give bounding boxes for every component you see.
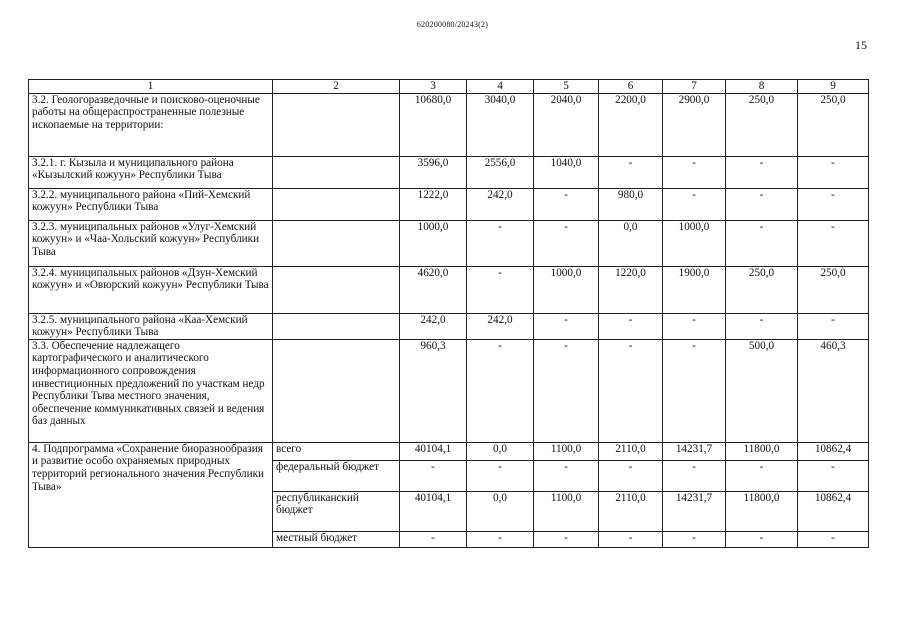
budget-table	[28, 79, 869, 548]
value-cell: -	[599, 156, 663, 188]
row-description: 3.2.5. муниципального района «Каа-Хемский кожуун» Республики Тыва	[29, 313, 273, 339]
col-header: 7	[663, 80, 726, 94]
value-cell: 242,0	[400, 313, 467, 339]
value-cell: 460,3	[798, 339, 869, 442]
value-cell: 1222,0	[400, 188, 467, 220]
col-header: 6	[599, 80, 663, 94]
document-id: 620200080/20243(2)	[416, 20, 489, 29]
funding-source	[273, 93, 400, 156]
table-row	[29, 266, 869, 313]
value-cell: -	[663, 531, 726, 547]
funding-source	[273, 266, 400, 313]
value-cell: 2040,0	[534, 93, 599, 156]
value-cell: -	[534, 220, 599, 266]
value-cell: 2110,0	[599, 491, 663, 531]
funding-source: федеральный бюджет	[273, 460, 400, 491]
funding-source	[273, 313, 400, 339]
column-number-row	[29, 80, 869, 94]
funding-source	[273, 156, 400, 188]
value-cell: -	[726, 188, 798, 220]
value-cell: 1900,0	[663, 266, 726, 313]
value-cell: -	[534, 313, 599, 339]
row-description: 3.2. Геологоразведочные и поисково-оценочные работы на общераспространенные полезные ископаемые на территории:	[29, 93, 273, 156]
value-cell: 3040,0	[467, 93, 534, 156]
value-cell: 40104,1	[400, 442, 467, 460]
value-cell: 1000,0	[534, 266, 599, 313]
value-cell: -	[467, 460, 534, 491]
value-cell: -	[726, 313, 798, 339]
value-cell: 1100,0	[534, 442, 599, 460]
value-cell: 242,0	[467, 188, 534, 220]
value-cell: 250,0	[726, 266, 798, 313]
col-header: 5	[534, 80, 599, 94]
value-cell: 1000,0	[400, 220, 467, 266]
value-cell: -	[798, 220, 869, 266]
value-cell: 40104,1	[400, 491, 467, 531]
value-cell: -	[599, 339, 663, 442]
value-cell: -	[726, 220, 798, 266]
value-cell: 2556,0	[467, 156, 534, 188]
value-cell: 0,0	[467, 442, 534, 460]
value-cell: 14231,7	[663, 442, 726, 460]
value-cell: 1100,0	[534, 491, 599, 531]
value-cell: 2200,0	[599, 93, 663, 156]
value-cell: 2900,0	[663, 93, 726, 156]
value-cell: -	[534, 531, 599, 547]
value-cell: -	[798, 460, 869, 491]
table-row	[29, 188, 869, 220]
value-cell: 0,0	[467, 491, 534, 531]
table-row	[29, 442, 869, 460]
funding-source	[273, 188, 400, 220]
table-row	[29, 93, 869, 156]
value-cell: -	[400, 460, 467, 491]
table-row	[29, 313, 869, 339]
value-cell: -	[467, 266, 534, 313]
value-cell: -	[663, 188, 726, 220]
table-row	[29, 339, 869, 442]
value-cell: -	[798, 188, 869, 220]
value-cell: 1040,0	[534, 156, 599, 188]
value-cell: -	[726, 460, 798, 491]
funding-source	[273, 339, 400, 442]
value-cell: -	[467, 220, 534, 266]
value-cell: 242,0	[467, 313, 534, 339]
value-cell: -	[798, 313, 869, 339]
row-description: 3.2.2. муниципального района «Пий-Хемский кожуун» Республики Тыва	[29, 188, 273, 220]
col-header: 2	[273, 80, 400, 94]
value-cell: 11800,0	[726, 491, 798, 531]
table-row	[29, 220, 869, 266]
value-cell: 2110,0	[599, 442, 663, 460]
value-cell: 250,0	[726, 93, 798, 156]
value-cell: -	[726, 156, 798, 188]
value-cell: -	[798, 531, 869, 547]
value-cell: -	[534, 188, 599, 220]
col-header: 8	[726, 80, 798, 94]
funding-source: местный бюджет	[273, 531, 400, 547]
col-header: 1	[29, 80, 273, 94]
value-cell: 250,0	[798, 266, 869, 313]
table-row	[29, 156, 869, 188]
funding-source: республиканский бюджет	[273, 491, 400, 531]
col-header: 4	[467, 80, 534, 94]
value-cell: -	[599, 313, 663, 339]
value-cell: 14231,7	[663, 491, 726, 531]
row-description: 3.3. Обеспечение надлежащего картографического и аналитического информационного сопровождения инвестиционных предложений по участкам недр Республики Тыва местного значения, обеспечение коммуникативных связей и ведения баз данных	[29, 339, 273, 442]
value-cell: -	[663, 313, 726, 339]
value-cell: 1000,0	[663, 220, 726, 266]
value-cell: 960,3	[400, 339, 467, 442]
value-cell: 250,0	[798, 93, 869, 156]
funding-source	[273, 220, 400, 266]
value-cell: -	[534, 460, 599, 491]
value-cell: 10862,4	[798, 442, 869, 460]
funding-source: всего	[273, 442, 400, 460]
value-cell: -	[663, 339, 726, 442]
row-description: 3.2.1. г. Кызыла и муниципального района «Кызылский кожуун» Республики Тыва	[29, 156, 273, 188]
value-cell: 980,0	[599, 188, 663, 220]
value-cell: -	[798, 156, 869, 188]
value-cell: 10862,4	[798, 491, 869, 531]
row-description: 4. Подпрограмма «Сохранение биоразнообразия и развитие особо охраняемых природных территорий регионального значения Республики Тыва»	[29, 442, 273, 547]
value-cell: 1220,0	[599, 266, 663, 313]
value-cell: 4620,0	[400, 266, 467, 313]
col-header: 3	[400, 80, 467, 94]
value-cell: -	[663, 156, 726, 188]
value-cell: -	[726, 531, 798, 547]
value-cell: -	[467, 339, 534, 442]
row-description: 3.2.3. муниципальных районов «Улуг-Хемский кожуун» и «Чаа-Хольский кожуун» Республики Тыва	[29, 220, 273, 266]
value-cell: 500,0	[726, 339, 798, 442]
value-cell: -	[599, 460, 663, 491]
value-cell: -	[400, 531, 467, 547]
value-cell: -	[534, 339, 599, 442]
page-number: 15	[855, 38, 867, 52]
value-cell: -	[467, 531, 534, 547]
row-description: 3.2.4. муниципальных районов «Дзун-Хемский кожуун» и «Овюрский кожуун» Республики Тыва	[29, 266, 273, 313]
value-cell: 11800,0	[726, 442, 798, 460]
value-cell: -	[663, 460, 726, 491]
value-cell: -	[599, 531, 663, 547]
col-header: 9	[798, 80, 869, 94]
value-cell: 3596,0	[400, 156, 467, 188]
value-cell: 0,0	[599, 220, 663, 266]
value-cell: 10680,0	[400, 93, 467, 156]
